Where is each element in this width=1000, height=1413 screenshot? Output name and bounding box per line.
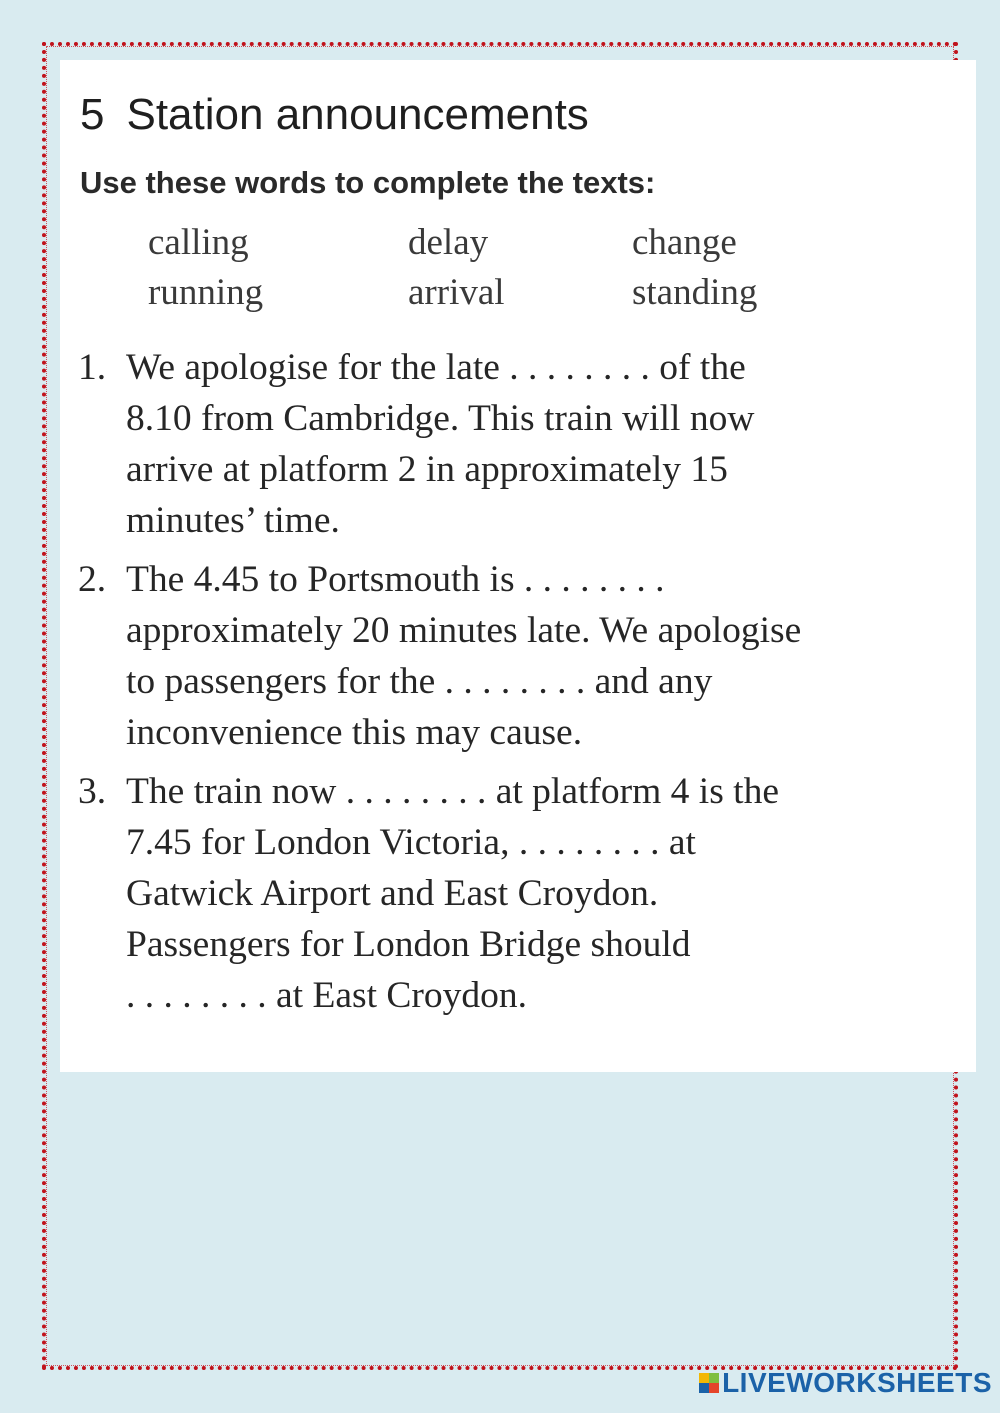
- item-number: 3.: [78, 771, 107, 812]
- item-text: We apologise for the late . . . . . . . . of the 8.10 from Cambridge. This train will now arrive at platform 2 in approximately 15 minutes’ time.: [126, 347, 755, 541]
- item-number: 2.: [78, 559, 107, 600]
- word-bank-word: delay: [408, 222, 489, 263]
- exercise-heading: [80, 90, 589, 140]
- exercise-items: [78, 342, 958, 1029]
- item-text: The 4.45 to Portsmouth is . . . . . . . . approximately 20 minutes late. We apologise to passengers for the . . . . . . . . and any inconvenience this may cause.: [126, 559, 802, 753]
- exercise-item: [78, 766, 958, 1021]
- item-text: The train now . . . . . . . . at platform 4 is the 7.45 for London Victoria, . . . . . . . . at Gatwick Airport and East Croydon. Passengers for London Bridge should . . . . . . . . at East Croydon.: [126, 771, 779, 1016]
- exercise-item: [78, 554, 958, 758]
- exercise-title: Station announcements: [126, 90, 589, 139]
- word-bank: [148, 222, 848, 314]
- liveworksheets-logo-icon: [699, 1373, 719, 1393]
- word-bank-word: calling: [148, 222, 249, 263]
- item-number: 1.: [78, 347, 107, 388]
- word-bank-word: arrival: [408, 272, 505, 313]
- exercise-number: 5: [80, 90, 105, 139]
- exercise-instruction: Use these words to complete the texts:: [80, 165, 656, 200]
- brand-name: LIVEWORKSHEETS: [722, 1367, 992, 1398]
- word-bank-word: standing: [632, 272, 758, 313]
- liveworksheets-branding[interactable]: [699, 1367, 992, 1399]
- worksheet-content: [60, 60, 976, 1072]
- word-bank-word: running: [148, 272, 264, 313]
- exercise-item: [78, 342, 958, 546]
- word-bank-word: change: [632, 222, 737, 263]
